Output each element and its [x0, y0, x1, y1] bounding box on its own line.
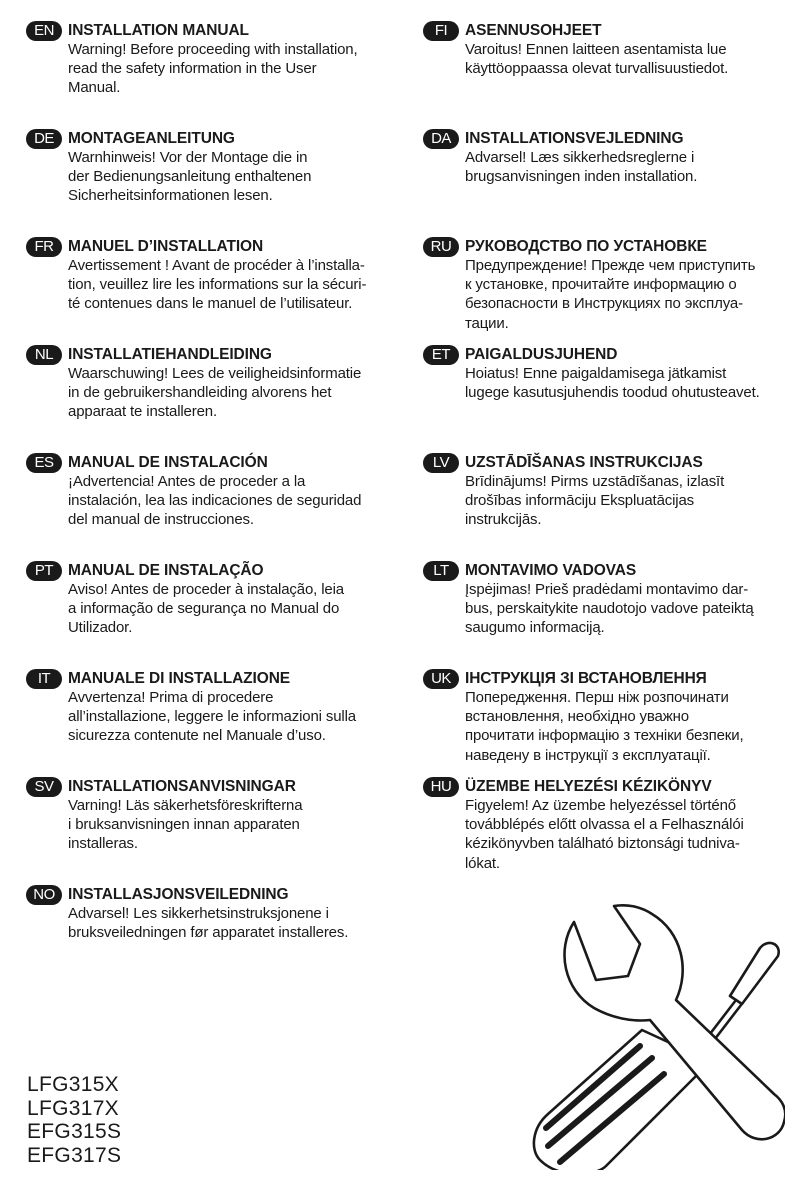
language-code-badge: NL	[26, 345, 62, 365]
language-code-badge: PT	[26, 561, 62, 581]
section-body: Предупреждение! Прежде чем приступить к установке, прочитайте информацию о безопасности в Инструкциях по эксплуа- тации.	[465, 257, 756, 332]
language-code-badge: LV	[423, 453, 459, 473]
language-code-badge: FR	[26, 237, 62, 257]
section-title: РУКОВОДСТВО ПО УСТАНОВКЕ	[465, 238, 707, 255]
language-code-badge: RU	[423, 237, 459, 257]
section-body: Figyelem! Az üzembe helyezéssel történő továbblépés előtt olvassa el a Felhasználói kézikönyvben található biztonsági tudniva- lókat.	[465, 797, 744, 872]
section-body: Попередження. Перш ніж розпочинати встановлення, необхідно уважно прочитати інформацію з техніки безпеки, наведену в інструкції з експлуатації.	[465, 689, 744, 764]
model-numbers	[27, 1073, 121, 1167]
section-body: Varoitus! Ennen laitteen asentamista lue käyttöoppaassa olevat turvallisuustiedot.	[465, 41, 729, 78]
section-title: UZSTĀDĪŠANAS INSTRUKCIJAS	[465, 454, 703, 471]
section-title: MANUALE DI INSTALLAZIONE	[68, 670, 291, 687]
model-number: LFG317X	[27, 1096, 119, 1120]
language-code-badge: EN	[26, 21, 62, 41]
section-body: Avvertenza! Prima di procedere all’installazione, leggere le informazioni sulla sicurezza contenute nel Manuale d’uso.	[68, 689, 356, 745]
section-body: Hoiatus! Enne paigaldamisega jätkamist lugege kasutusjuhendis toodud ohutusteavet.	[465, 365, 760, 402]
section-body: Advarsel! Les sikkerhetsinstruksjonene i bruksveiledningen før apparatet installeres.	[68, 905, 349, 942]
language-code-badge: LT	[423, 561, 459, 581]
language-code-badge: ET	[423, 345, 459, 365]
section-body: Waarschuwing! Lees de veiligheidsinformatie in de gebruikershandleiding alvorens het apparaat te installeren.	[68, 365, 362, 421]
section-title: MANUAL DE INSTALAÇÃO	[68, 562, 264, 579]
section-title: MONTAVIMO VADOVAS	[465, 562, 637, 579]
section-title: ÜZEMBE HELYEZÉSI KÉZIKÖNYV	[465, 778, 712, 795]
wrench-screwdriver-icon	[515, 898, 785, 1170]
section-title: MANUAL DE INSTALACIÓN	[68, 454, 268, 471]
language-code-badge: FI	[423, 21, 459, 41]
language-code-badge: SV	[26, 777, 62, 797]
section-title: ASENNUSOHJEET	[465, 22, 602, 39]
section-body: Varning! Läs säkerhetsföreskrifterna i bruksanvisningen innan apparaten installeras.	[68, 797, 303, 853]
section-title: MANUEL D’INSTALLATION	[68, 238, 264, 255]
section-title: INSTALLATIONSVEJLEDNING	[465, 130, 684, 147]
section-body: Brīdinājums! Pirms uzstādīšanas, izlasīt drošības informāciju Ekspluatācijas instrukcijās.	[465, 473, 725, 529]
section-title: PAIGALDUSJUHEND	[465, 346, 618, 363]
section-title: MONTAGEANLEITUNG	[68, 130, 235, 147]
language-code-badge: IT	[26, 669, 62, 689]
language-code-badge: DA	[423, 129, 459, 149]
section-body: Warnhinweis! Vor der Montage die in der Bedienungsanleitung enthaltenen Sicherheitsinformationen lesen.	[68, 149, 312, 205]
section-body: Advarsel! Læs sikkerhedsreglerne i brugsanvisningen inden installation.	[465, 149, 698, 186]
language-code-badge: DE	[26, 129, 62, 149]
language-code-badge: UK	[423, 669, 459, 689]
section-body: Avertissement ! Avant de procéder à l’installa- tion, veuillez lire les informations sur la sécuri- té contenues dans le manuel de l’utilisateur.	[68, 257, 367, 313]
section-title: INSTALLATIEHANDLEIDING	[68, 346, 272, 363]
language-code-badge: NO	[26, 885, 62, 905]
section-body: ¡Advertencia! Antes de proceder a la instalación, lea las indicaciones de seguridad del manual de instrucciones.	[68, 473, 362, 529]
section-title: INSTALLATION MANUAL	[68, 22, 249, 39]
section-title: INSTALLASJONSVEILEDNING	[68, 886, 289, 903]
language-code-badge: HU	[423, 777, 459, 797]
section-title: ІНСТРУКЦІЯ ЗІ ВСТАНОВЛЕННЯ	[465, 670, 707, 687]
section-body: Warning! Before proceeding with installation, read the safety information in the User Manual.	[68, 41, 358, 97]
language-code-badge: ES	[26, 453, 62, 473]
section-body: Aviso! Antes de proceder à instalação, leia a informação de segurança no Manual do Utilizador.	[68, 581, 344, 637]
section-body: Įspėjimas! Prieš pradėdami montavimo dar- bus, perskaitykite naudotojo vadove pateiktą saugumo informaciją.	[465, 581, 754, 637]
model-number: LFG315X	[27, 1073, 119, 1096]
model-number: EFG317S	[27, 1143, 122, 1167]
section-title: INSTALLATIONSANVISNINGAR	[68, 778, 296, 795]
model-number: EFG315S	[27, 1120, 122, 1143]
